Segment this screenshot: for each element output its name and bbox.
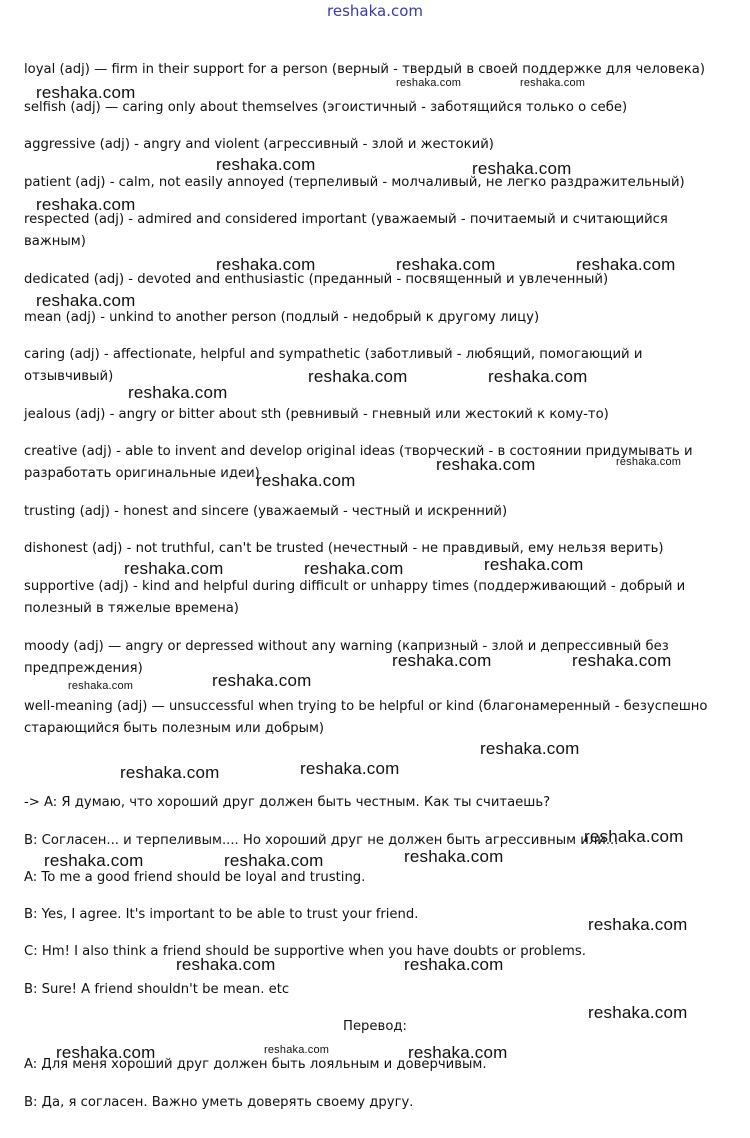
site-header-link[interactable]: reshaka.com [327,2,423,20]
vocab-line-creative: creative (adj) - able to invent and develop original ideas (творческий - в состоянии придумывать и [24,444,693,459]
watermark: reshaka.com [128,383,228,402]
watermark: reshaka.com [36,83,136,102]
watermark: reshaka.com [484,555,584,574]
vocab-line-caring-cont: отзывчивый) [24,369,114,384]
watermark: reshaka.com [36,195,136,214]
vocab-line-well-meaning: well-meaning (adj) — unsuccessful when trying to be helpful or kind (благонамеренный - безуспешно [24,699,708,714]
watermark: reshaka.com [472,159,572,178]
watermark: reshaka.com [520,77,586,89]
translation-line-b: B: Да, я согласен. Важно уметь доверять своему другу. [24,1095,414,1110]
watermark: reshaka.com [44,851,144,870]
vocab-line-respected-cont: важным) [24,234,86,249]
watermark: reshaka.com [584,827,684,846]
vocab-line-aggressive: aggressive (adj) - angry and violent (агрессивный - злой и жестокий) [24,137,494,152]
dialogue-line-a2: A: To me a good friend should be loyal and trusting. [24,870,366,885]
dialogue-line-b2: B: Yes, I agree. It's important to be able to trust your friend. [24,907,419,922]
watermark: reshaka.com [36,291,136,310]
watermark: reshaka.com [124,559,224,578]
watermark: reshaka.com [300,759,400,778]
vocab-line-creative-cont: разработать оригинальные идеи) [24,466,260,481]
vocab-line-trusting: trusting (adj) - honest and sincere (уважаемый - честный и искренний) [24,504,508,519]
watermark: reshaka.com [392,651,492,670]
translation-line-a: A: Для меня хороший друг должен быть лояльным и доверчивым. [24,1057,487,1072]
watermark: reshaka.com [588,915,688,934]
vocab-line-respected: respected (adj) - admired and considered important (уважаемый - почитаемый и считающийся [24,212,668,227]
watermark: reshaka.com [576,255,676,274]
vocab-line-patient: patient (adj) - calm, not easily annoyed (терпеливый - молчаливый, не легко раздражительный) [24,175,685,190]
watermark: reshaka.com [212,671,312,690]
watermark: reshaka.com [404,955,504,974]
watermark: reshaka.com [256,471,356,490]
watermark: reshaka.com [480,739,580,758]
watermark: reshaka.com [68,680,134,692]
watermark: reshaka.com [588,1003,688,1022]
dialogue-line-a1: -> A: Я думаю, что хороший друг должен быть честным. Как ты считаешь? [24,795,551,810]
watermark: reshaka.com [616,456,682,468]
vocab-line-moody-cont: предпреждения) [24,661,143,676]
watermark: reshaka.com [436,455,536,474]
watermark: reshaka.com [396,77,462,89]
watermark: reshaka.com [404,847,504,866]
vocab-line-mean: mean (adj) - unkind to another person (подлый - недобрый к другому лицу) [24,310,540,325]
watermark: reshaka.com [56,1043,156,1062]
watermark: reshaka.com [488,367,588,386]
dialogue-line-b3: B: Sure! A friend shouldn't be mean. etc [24,982,290,997]
watermark: reshaka.com [572,651,672,670]
watermark: reshaka.com [176,955,276,974]
watermark: reshaka.com [224,851,324,870]
dialogue-line-c1: C: Hm! I also think a friend should be supportive when you have doubts or problems. [24,944,586,959]
vocab-line-loyal: loyal (adj) — firm in their support for a person (верный - твердый в своей поддержке для человека) [24,62,705,77]
watermark: reshaka.com [264,1044,330,1056]
vocab-line-caring: caring (adj) - affectionate, helpful and sympathetic (заботливый - любящий, помогающий и [24,347,643,362]
vocab-line-moody: moody (adj) — angry or depressed without any warning (капризный - злой и депрессивный без [24,639,669,654]
watermark: reshaka.com [308,367,408,386]
vocab-line-dishonest: dishonest (adj) - not truthful, can't be trusted (нечестный - не правдивый, ему нельзя верить) [24,541,664,556]
watermark: reshaka.com [120,763,220,782]
watermark: reshaka.com [408,1043,508,1062]
vocab-line-jealous: jealous (adj) - angry or bitter about sth (ревнивый - гневный или жестокий к кому-то) [24,407,609,422]
vocab-line-well-meaning-cont: старающийся быть полезным или добрым) [24,721,325,736]
vocab-line-supportive: supportive (adj) - kind and helpful during difficult or unhappy times (поддерживающий - добрый и [24,579,686,594]
vocab-line-selfish: selfish (adj) — caring only about themselves (эгоистичный - заботящийся только о себе) [24,100,628,115]
watermark: reshaka.com [216,255,316,274]
watermark: reshaka.com [216,155,316,174]
watermark: reshaka.com [396,255,496,274]
watermark: reshaka.com [304,559,404,578]
vocab-line-supportive-cont: полезный в тяжелые времена) [24,601,239,616]
vocab-line-dedicated: dedicated (adj) - devoted and enthusiastic (преданный - посвященный и увлеченный) [24,272,609,287]
dialogue-line-b1: B: Согласен... и терпеливым.... Но хороший друг не должен быть агрессивным или... [24,833,619,848]
translation-heading: Перевод: [343,1019,407,1034]
